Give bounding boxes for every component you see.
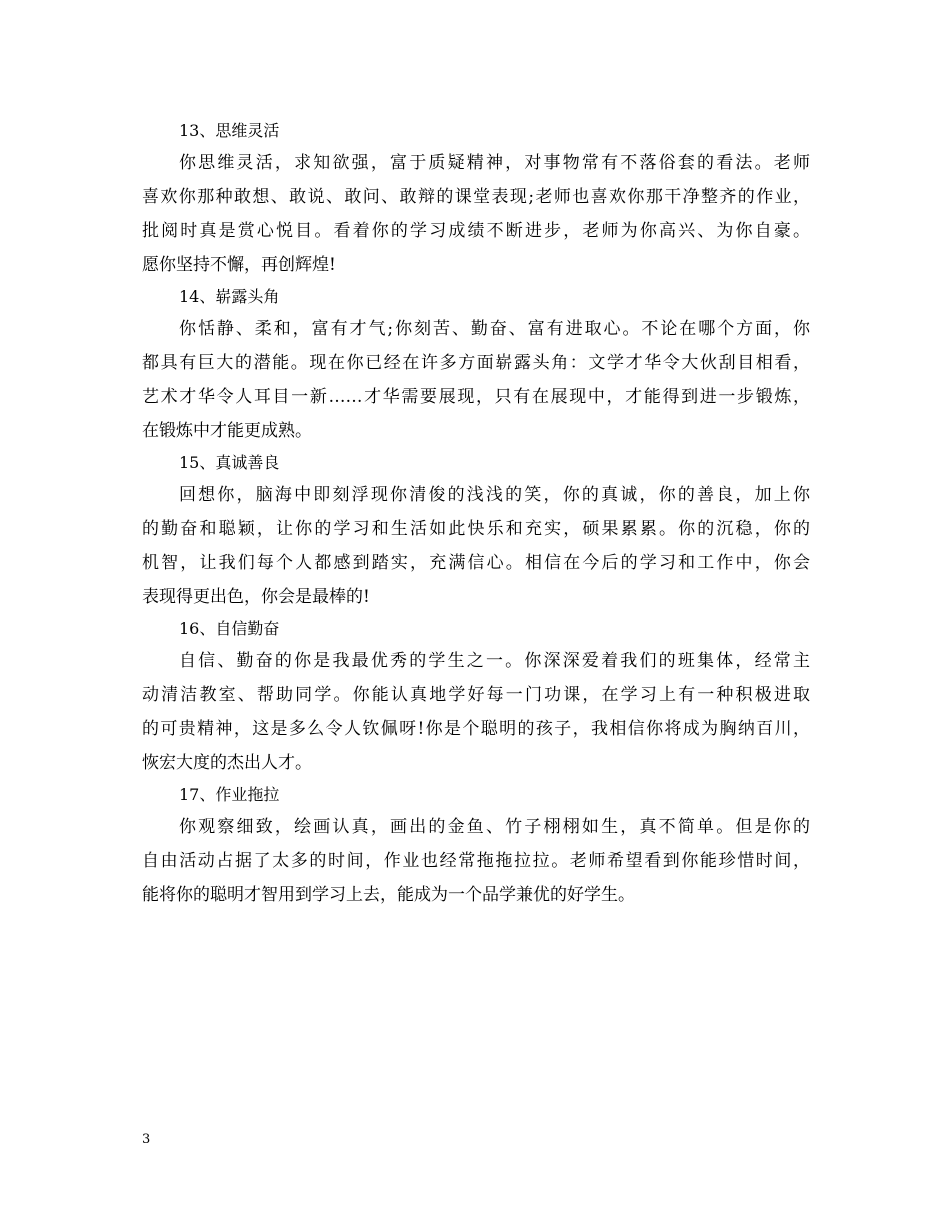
paragraph-line: 你恬静、柔和，富有才气;你刻苦、勤奋、富有进取心。不论在哪个方面，你 <box>179 319 810 339</box>
paragraph-line: 恢宏大度的杰出人才。 <box>142 753 312 773</box>
paragraph-line: 喜欢你那种敢想、敢说、敢问、敢辩的课堂表现;老师也喜欢你那干净整齐的作业， <box>142 187 810 207</box>
paragraph-line: 批阅时真是赏心悦目。看着你的学习成绩不断进步，老师为你高兴、为你自豪。 <box>142 221 810 241</box>
section-paragraph <box>142 644 810 780</box>
paragraph-line: 回想你，脑海中即刻浮现你清俊的浅浅的笑，你的真诚，你的善良，加上你 <box>179 485 810 505</box>
paragraph-line: 在锻炼中才能更成熟。 <box>142 421 312 441</box>
paragraph-line: 你思维灵活，求知欲强，富于质疑精神，对事物常有不落俗套的看法。老师 <box>179 153 810 173</box>
paragraph-line: 的勤奋和聪颖，让你的学习和生活如此快乐和充实，硕果累累。你的沉稳，你的 <box>142 519 810 539</box>
paragraph-line: 都具有巨大的潜能。现在你已经在许多方面崭露头角：文学才华令大伙刮目相看， <box>142 353 810 373</box>
section-17 <box>142 780 810 912</box>
paragraph-line: 能将你的聪明才智用到学习上去，能成为一个品学兼优的好学生。 <box>142 885 635 905</box>
paragraph-line: 动清洁教室、帮助同学。你能认真地学好每一门功课，在学习上有一种积极进取 <box>142 685 810 705</box>
paragraph-line: 机智，让我们每个人都感到踏实，充满信心。相信在今后的学习和工作中，你会 <box>142 553 810 573</box>
section-14 <box>142 282 810 448</box>
paragraph-line: 的可贵精神，这是多么令人钦佩呀!你是个聪明的孩子，我相信你将成为胸纳百川， <box>142 719 810 739</box>
section-heading: 16、自信勤奋 <box>179 619 280 638</box>
section-paragraph <box>142 478 810 614</box>
paragraph-line: 艺术才华令人耳目一新……才华需要展现，只有在展现中，才能得到进一步锻炼， <box>142 387 810 407</box>
document-body <box>142 116 810 912</box>
section-13 <box>142 116 810 282</box>
section-heading: 17、作业拖拉 <box>179 785 280 804</box>
section-16 <box>142 614 810 780</box>
section-paragraph <box>142 810 810 912</box>
section-15 <box>142 448 810 614</box>
section-heading: 14、崭露头角 <box>179 287 280 306</box>
paragraph-line: 你观察细致，绘画认真，画出的金鱼、竹子栩栩如生，真不简单。但是你的 <box>179 817 810 837</box>
paragraph-line: 表现得更出色，你会是最棒的! <box>142 587 370 607</box>
paragraph-line: 自由活动占据了太多的时间，作业也经常拖拖拉拉。老师希望看到你能珍惜时间， <box>142 851 810 871</box>
section-paragraph <box>142 146 810 282</box>
paragraph-line: 愿你坚持不懈，再创辉煌! <box>142 255 336 275</box>
section-heading: 15、真诚善良 <box>179 453 280 472</box>
section-heading: 13、思维灵活 <box>179 121 280 140</box>
page-number: 3 <box>142 1132 151 1147</box>
section-paragraph <box>142 312 810 448</box>
paragraph-line: 自信、勤奋的你是我最优秀的学生之一。你深深爱着我们的班集体，经常主 <box>179 651 810 671</box>
